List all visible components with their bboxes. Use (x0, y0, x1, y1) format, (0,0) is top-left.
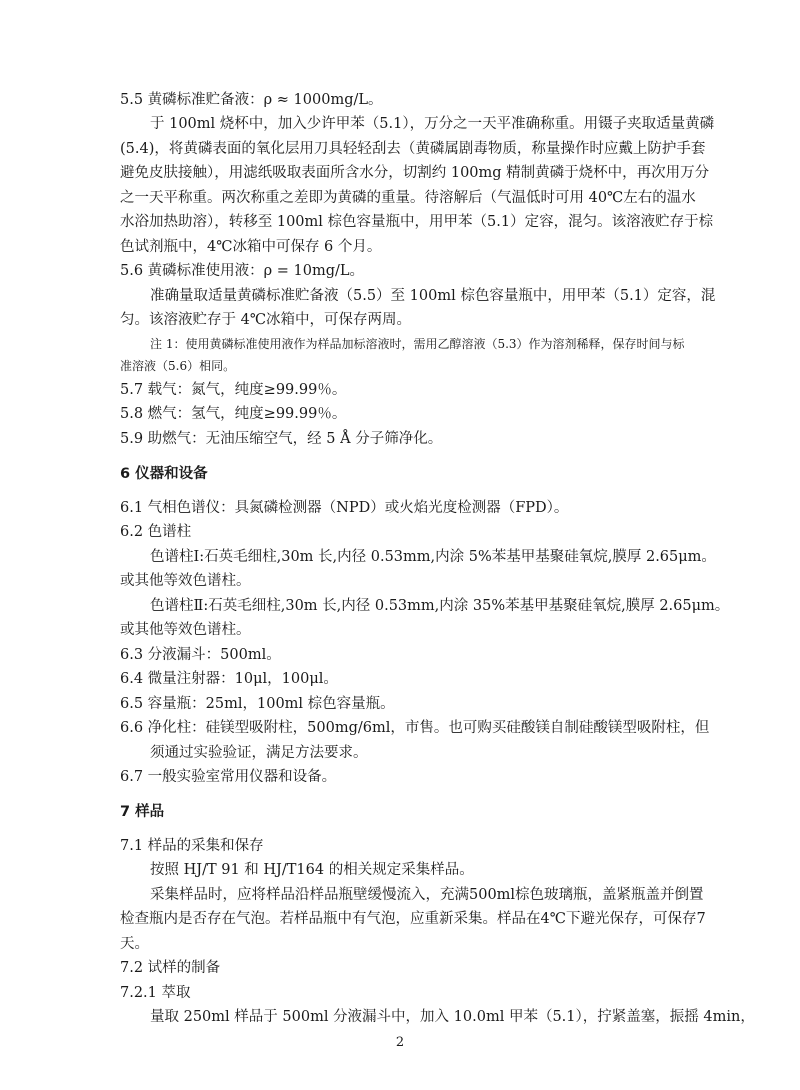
section-5-9-line: 5.9 助燃气：无油压缩空气，经 5 Å 分子筛净化。 (120, 431, 443, 447)
section-5-6-heading: 5.6 黄磷标准使用液：ρ = 10mg/L。 (120, 263, 365, 279)
paragraph-line: 色试剂瓶中，4℃冰箱中可保存 6 个月。 (120, 239, 382, 255)
section-5-7-line: 5.7 载气：氮气，纯度≥99.99％。 (120, 382, 347, 398)
section-6-1-line: 6.1 气相色谱仪：具氮磷检测器（NPD）或火焰光度检测器（FPD）。 (120, 500, 569, 516)
chapter-6-heading: 6 仪器和设备 (120, 466, 208, 482)
note-line: 注 1：使用黄磷标准使用液作为样品加标溶液时，需用乙醇溶液（5.3）作为溶剂稀释，保存时间与标 (150, 337, 685, 351)
paragraph-line: 按照 HJ/T 91 和 HJ/T164 的相关规定采集样品。 (150, 862, 474, 878)
section-7-1-heading: 7.1 样品的采集和保存 (120, 838, 264, 854)
paragraph-line: 采集样品时，应将样品沿样品瓶壁缓慢流入，充满500ml棕色玻璃瓶，盖紧瓶盖并倒置 (150, 887, 704, 903)
paragraph-line: 色谱柱Ⅰ:石英毛细柱,30m 长,内径 0.53mm,内涂 5%苯基甲基聚硅氧烷,膜厚 2.65μm。 (150, 549, 716, 565)
page-number: 2 (395, 1035, 405, 1050)
paragraph-line: (5.4)，将黄磷表面的氧化层用刀具轻轻刮去（黄磷属剧毒物质，称量操作时应戴上防护手套 (120, 141, 706, 157)
note-line: 准溶液（5.6）相同。 (120, 359, 236, 373)
paragraph-line: 准确量取适量黄磷标准贮备液（5.5）至 100ml 棕色容量瓶中，用甲苯（5.1）定容，混 (150, 288, 716, 304)
section-5-5-heading: 5.5 黄磷标准贮备液：ρ ≈ 1000mg/L。 (120, 92, 383, 108)
section-6-5-line: 6.5 容量瓶：25ml，100ml 棕色容量瓶。 (120, 696, 395, 712)
paragraph-line: 色谱柱Ⅱ:石英毛细柱,30m 长,内径 0.53mm,内涂 35%苯基甲基聚硅氧烷,膜厚 2.65μm。 (150, 598, 730, 614)
section-6-7-line: 6.7 一般实验室常用仪器和设备。 (120, 769, 337, 785)
paragraph-line: 于 100ml 烧杯中，加入少许甲苯（5.1），万分之一天平准确称重。用镊子夹取适量黄磷 (150, 116, 715, 132)
paragraph-line: 或其他等效色谱柱。 (120, 573, 251, 589)
paragraph-line: 须通过实验验证，满足方法要求。 (150, 745, 368, 761)
section-6-4-line: 6.4 微量注射器：10μl，100μl。 (120, 671, 338, 687)
section-6-6-line: 6.6 净化柱：硅镁型吸附柱，500mg/6ml，市售。也可购买硅酸镁自制硅酸镁型吸附柱，但 (120, 720, 710, 736)
paragraph-line: 或其他等效色谱柱。 (120, 622, 251, 638)
section-6-2-heading: 6.2 色谱柱 (120, 524, 192, 540)
paragraph-line: 检查瓶内是否存在气泡。若样品瓶中有气泡，应重新采集。样品在4℃下避光保存，可保存7 (120, 911, 706, 927)
chapter-7-heading: 7 样品 (120, 804, 165, 820)
section-5-8-line: 5.8 燃气：氢气，纯度≥99.99％。 (120, 406, 347, 422)
paragraph-line: 量取 250ml 样品于 500ml 分液漏斗中，加入 10.0ml 甲苯（5.1），拧紧盖塞，振摇 4min， (150, 1009, 755, 1025)
paragraph-line: 之一天平称重。两次称重之差即为黄磷的重量。待溶解后（气温低时可用 40℃左右的温水 (120, 190, 696, 206)
section-7-2-heading: 7.2 试样的制备 (120, 960, 221, 976)
paragraph-line: 匀。该溶液贮存于 4℃冰箱中，可保存两周。 (120, 312, 412, 328)
paragraph-line: 水浴加热助溶），转移至 100ml 棕色容量瓶中，用甲苯（5.1）定容，混匀。该溶液贮存于棕 (120, 214, 714, 230)
section-7-2-1-heading: 7.2.1 萃取 (120, 985, 191, 1001)
paragraph-line: 避免皮肤接触），用滤纸吸取表面所含水分，切割约 100mg 精制黄磷于烧杯中，再次用万分 (120, 165, 710, 181)
paragraph-line: 天。 (120, 936, 149, 952)
section-6-3-line: 6.3 分液漏斗：500ml。 (120, 647, 281, 663)
